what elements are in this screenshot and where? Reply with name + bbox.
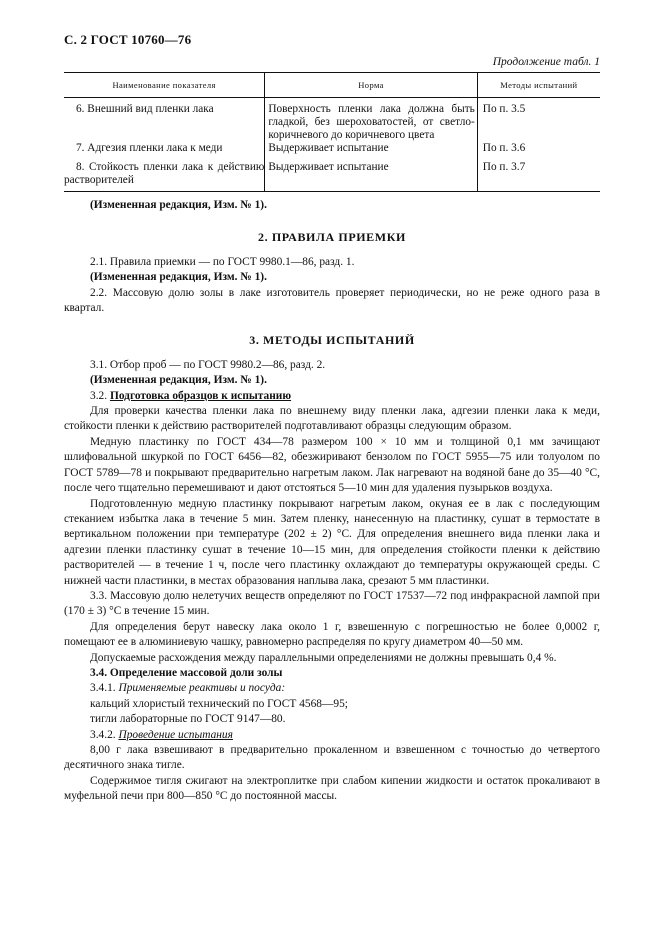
table-cell-method: По п. 3.6 [482, 142, 526, 154]
paragraph-3-4-1-heading: 3.4.1. Применяемые реактивы и посуда: [90, 682, 286, 695]
paragraph-3-3-b: Для определения берут навеску лака около 1 г, взвешенную с погрешностью не более 0,0002 г, помещают ее в алюминиевую чашку, равномерно распределяя по кругу диаметром 40—50 мм. [64, 620, 600, 649]
paragraph-3-2-a: Для проверки качества пленки лака по внешнему виду пленки лака, адгезии пленки лака к меди, стойкости пленки к действию растворителей подготавливают образцы следующим образом. [64, 405, 600, 433]
subsection-title: Применяемые реактивы и посуда: [118, 682, 286, 695]
revision-note: (Измененная редакция, Изм. № 1). [90, 199, 267, 211]
subsection-title: Проведение испытания [118, 728, 233, 741]
section-title-acceptance: 2. ПРАВИЛА ПРИЕМКИ [258, 230, 406, 245]
paragraph-3-4-heading: 3.4. Определение массовой доли золы [90, 666, 283, 679]
paragraph-3-3-a: 3.3. Массовую долю нелетучих веществ определяют по ГОСТ 17537—72 под инфракрасной лампой при (170 ± 3) °С в течение 15 мин. [64, 589, 600, 618]
table-cell-method: По п. 3.5 [482, 103, 526, 115]
paragraph-3-3-c: Допускаемые расхождения между параллельными определениями не должны превышать 0,4 %. [90, 651, 557, 664]
column-header-norm: Норма [265, 73, 477, 98]
paragraph-2-2: 2.2. Массовую долю золы в лаке изготовитель проверяет периодически, но не реже одного раза в квартал. [64, 286, 600, 315]
specification-table [64, 72, 600, 192]
paragraph-3-2-b: Медную пластинку по ГОСТ 434—78 размером 100 × 10 мм и толщиной 0,1 мм зачищают шлифовальной шкуркой по ГОСТ 6456—82, обезжиривают бензолом по ГОСТ 5955—75 или толуолом по ГОСТ 5789—78 и покрывают предварительно нагретым лаком. Лак нагревают на водяной бане до 35—40 °С, после чего тщательно перемешивают и дают отстояться 5—10 мин для удаления пузырьков воздуха. [64, 435, 600, 495]
paragraph-3-2-c: Подготовленную медную пластинку покрывают нагретым лаком, окуная ее в лак с последующим стеканием избытка лака в течение 5 мин. Затем пленку, нанесенную на пластинку, сушат в термостате в вертикальном положении при температуре (202 ± 2) °С. Для определения внешнего вида пленки лака и адгезии пленки пластинку сушат в течение 10—15 мин, для определения стойкости пленки к действию растворителей — в течение 1 ч, после чего пластинку охлаждают до температуры окружающей среды. С нижней части пластинки, в местах образования наплыва лака, срезают 5 мм пластинки. [64, 497, 600, 587]
page-header-label: С. 2 ГОСТ 10760—76 [64, 32, 192, 47]
table-row [64, 98, 600, 143]
column-header-methods: Методы испытаний [477, 73, 600, 98]
table-cell-indicator: 8. Стойкость пленки лака к действию растворителей [64, 161, 265, 192]
subsection-title: Подготовка образцов к испытанию [109, 389, 292, 402]
table-cell-indicator: 7. Адгезия пленки лака к меди [64, 142, 265, 161]
paragraph-3-4-2-b: Содержимое тигля сжигают на электроплитке при слабом кипении жидкости и остаток прокаливают в муфельной печи при 800—850 °С до постоянной массы. [64, 774, 600, 803]
paragraph-3-4-2-heading: 3.4.2. Проведение испытания [90, 728, 233, 741]
reagent-item: тигли лабораторные по ГОСТ 9147—80. [90, 713, 286, 726]
table-cell-norm: Выдерживает испытание [265, 142, 477, 161]
column-header-indicator: Наименование показателя [64, 73, 265, 98]
paragraph-3-4-2-a: 8,00 г лака взвешивают в предварительно прокаленном и взвешенном с точностью до четвертого десятичного знака тигле. [64, 744, 600, 772]
paragraph-2-1: 2.1. Правила приемки — по ГОСТ 9980.1—86, разд. 1. [90, 255, 355, 268]
table-continuation-label: Продолжение табл. 1 [492, 56, 600, 68]
table-cell-norm: Поверхность пленки лака должна быть гладкой, без шероховатостей, от светло-коричневого до коричневого цвета [265, 98, 477, 143]
table-cell-indicator: 6. Внешний вид пленки лака [64, 98, 265, 143]
document-body [64, 198, 600, 805]
section-title-test-methods: 3. МЕТОДЫ ИСПЫТАНИЙ [249, 333, 415, 348]
table-cell-method: По п. 3.7 [477, 161, 600, 192]
revision-note: (Измененная редакция, Изм. № 1). [90, 271, 267, 284]
revision-note: (Измененная редакция, Изм. № 1). [90, 374, 267, 387]
table-row [64, 142, 600, 161]
table-header-row [64, 73, 600, 98]
table-row [64, 161, 600, 192]
reagent-item: кальций хлористый технический по ГОСТ 4568—95; [90, 697, 348, 710]
paragraph-3-2-heading: 3.2. Подготовка образцов к испытанию [90, 389, 292, 402]
table-cell-norm: Выдерживает испытание [265, 161, 477, 192]
paragraph-3-1: 3.1. Отбор проб — по ГОСТ 9980.2—86, разд. 2. [90, 358, 326, 371]
